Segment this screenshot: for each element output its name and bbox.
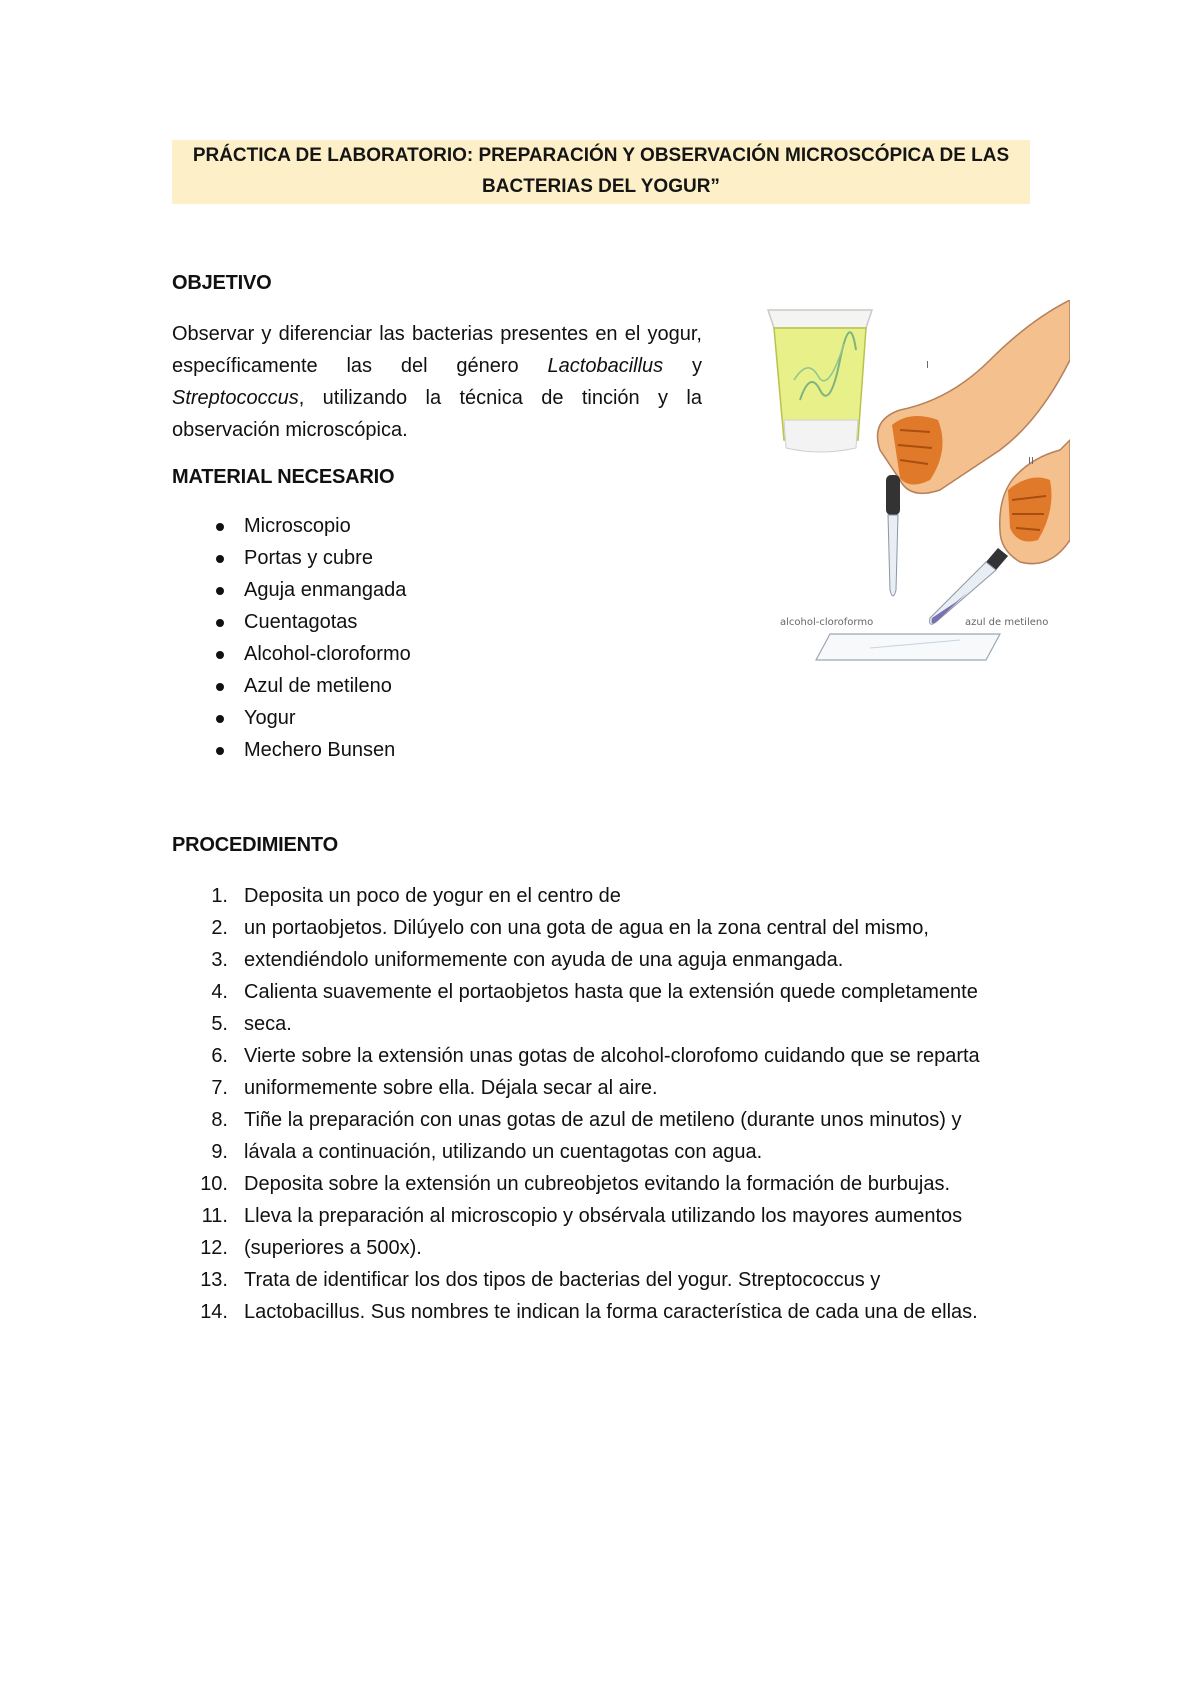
material-item: Aguja enmangada — [172, 574, 672, 606]
step-text: Calienta suavemente el portaobjetos hasta que la extensión quede completamente — [244, 981, 978, 1003]
material-item: Alcohol-cloroformo — [172, 638, 672, 670]
material-list — [172, 510, 672, 766]
hand-two-icon — [1000, 440, 1070, 564]
step-number: 1. — [211, 885, 228, 907]
procedure-step — [172, 1104, 1030, 1136]
step-number: 14. — [200, 1301, 228, 1323]
step-text: (superiores a 500x). — [244, 1237, 422, 1259]
objetivo-paragraph — [172, 318, 702, 446]
title-line-2: BACTERIAS DEL YOGUR” — [482, 176, 720, 197]
objetivo-text-3: , utilizando la técnica de tinción y la observación microscópica. — [172, 387, 702, 441]
material-heading: MATERIAL NECESARIO — [172, 466, 395, 488]
step-text: Deposita un poco de yogur en el centro de — [244, 885, 621, 907]
microscope-slide-icon — [816, 634, 1000, 660]
procedure-step — [172, 1008, 1030, 1040]
procedure-step — [172, 1264, 1030, 1296]
procedure-step — [172, 944, 1030, 976]
material-item: Portas y cubre — [172, 542, 672, 574]
step-number: 2. — [211, 917, 228, 939]
yogurt-staining-illustration — [760, 300, 1070, 700]
procedure-step — [172, 912, 1030, 944]
step-text: seca. — [244, 1013, 292, 1035]
step-number: 8. — [211, 1109, 228, 1131]
objetivo-heading: OBJETIVO — [172, 272, 272, 294]
step-number: 12. — [200, 1237, 228, 1259]
dropper-methylene-blue-icon — [930, 548, 1008, 624]
yogurt-cup-icon — [768, 310, 872, 452]
procedimiento-heading: PROCEDIMIENTO — [172, 834, 338, 856]
step-text: Lleva la preparación al microscopio y obsérvala utilizando los mayores aumentos — [244, 1205, 963, 1227]
procedure-step — [172, 1200, 1030, 1232]
procedure-step — [172, 1296, 1030, 1328]
step-number: 4. — [211, 981, 228, 1003]
label-ii: II — [1028, 456, 1034, 467]
material-item: Yogur — [172, 702, 672, 734]
step-text: Deposita sobre la extensión un cubreobjetos evitando la formación de burbujas. — [244, 1173, 950, 1195]
label-alcohol-cloroformo: alcohol-cloroformo — [780, 617, 874, 628]
procedure-step — [172, 1232, 1030, 1264]
material-item: Microscopio — [172, 510, 672, 542]
material-item: Cuentagotas — [172, 606, 672, 638]
procedure-step — [172, 1072, 1030, 1104]
title-line-1: PRÁCTICA DE LABORATORIO: PREPARACIÓN Y OBSERVACIÓN MICROSCÓPICA DE LAS — [192, 145, 1010, 166]
step-text: Vierte sobre la extensión unas gotas de alcohol-clorofomo cuidando que se reparta — [244, 1045, 980, 1067]
step-number: 10. — [200, 1173, 228, 1195]
step-text: extendiéndolo uniformemente con ayuda de una aguja enmangada. — [244, 949, 844, 971]
procedure-step — [172, 1136, 1030, 1168]
step-number: 13. — [200, 1269, 228, 1291]
step-number: 3. — [211, 949, 228, 971]
step-number: 9. — [211, 1141, 228, 1163]
step-number: 5. — [211, 1013, 228, 1035]
label-azul-de-metileno: azul de metileno — [965, 617, 1049, 628]
document-title — [172, 140, 1030, 204]
objetivo-text-1: Observar y diferenciar las bacterias presentes en el yogur, específicamente las del género — [172, 323, 702, 377]
objetivo-text-2: y — [663, 355, 702, 377]
material-item: Azul de metileno — [172, 670, 672, 702]
step-text: uniformemente sobre ella. Déjala secar al aire. — [244, 1077, 658, 1099]
step-number: 6. — [211, 1045, 228, 1067]
step-text: Trata de identificar los dos tipos de bacterias del yogur. Streptococcus y — [244, 1269, 881, 1291]
genus-streptococcus: Streptococcus — [172, 387, 299, 409]
procedure-step — [172, 976, 1030, 1008]
step-text: un portaobjetos. Dilúyelo con una gota de agua en la zona central del mismo, — [244, 917, 929, 939]
step-number: 7. — [211, 1077, 228, 1099]
step-number: 11. — [201, 1205, 228, 1227]
step-text: lávala a continuación, utilizando un cuentagotas con agua. — [244, 1141, 763, 1163]
procedure-steps — [172, 880, 1030, 1328]
procedure-step — [172, 1168, 1030, 1200]
material-item: Mechero Bunsen — [172, 734, 672, 766]
genus-lactobacillus: Lactobacillus — [547, 355, 664, 377]
step-text: Lactobacillus. Sus nombres te indican la forma característica de cada una de ellas. — [244, 1301, 978, 1323]
label-i: I — [926, 360, 929, 371]
step-text: Tiñe la preparación con unas gotas de azul de metileno (durante unos minutos) y — [244, 1109, 962, 1131]
dropper-alcohol-icon — [886, 475, 900, 596]
procedure-step — [172, 1040, 1030, 1072]
procedure-step — [172, 880, 1030, 912]
